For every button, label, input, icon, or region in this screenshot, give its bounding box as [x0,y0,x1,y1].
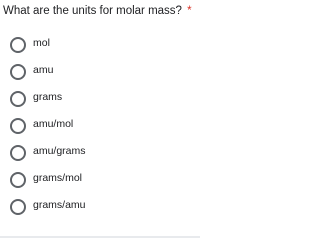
option-label: grams [33,91,63,103]
option-amu-per-mol[interactable] [0,114,200,141]
question-text: What are the units for molar mass? [3,5,182,17]
option-grams-per-amu[interactable] [0,195,200,222]
radio-options-list [0,33,200,222]
card-divider [0,236,200,238]
option-amu[interactable] [0,60,200,87]
option-grams-per-mol[interactable] [0,168,200,195]
radio-button-icon[interactable] [10,172,26,188]
option-label: mol [33,37,50,49]
radio-button-icon[interactable] [10,199,26,215]
option-mol[interactable] [0,33,200,60]
radio-button-icon[interactable] [10,91,26,107]
option-label: grams/mol [33,172,83,184]
radio-button-icon[interactable] [10,37,26,53]
option-label: amu [33,64,54,76]
required-asterisk: * [187,5,192,17]
radio-button-icon[interactable] [10,145,26,161]
radio-button-icon[interactable] [10,64,26,80]
question-title [3,3,197,19]
radio-button-icon[interactable] [10,118,26,134]
option-label: amu/grams [33,145,86,157]
option-label: amu/mol [33,118,74,130]
option-grams[interactable] [0,87,200,114]
option-amu-per-grams[interactable] [0,141,200,168]
option-label: grams/amu [33,199,86,211]
